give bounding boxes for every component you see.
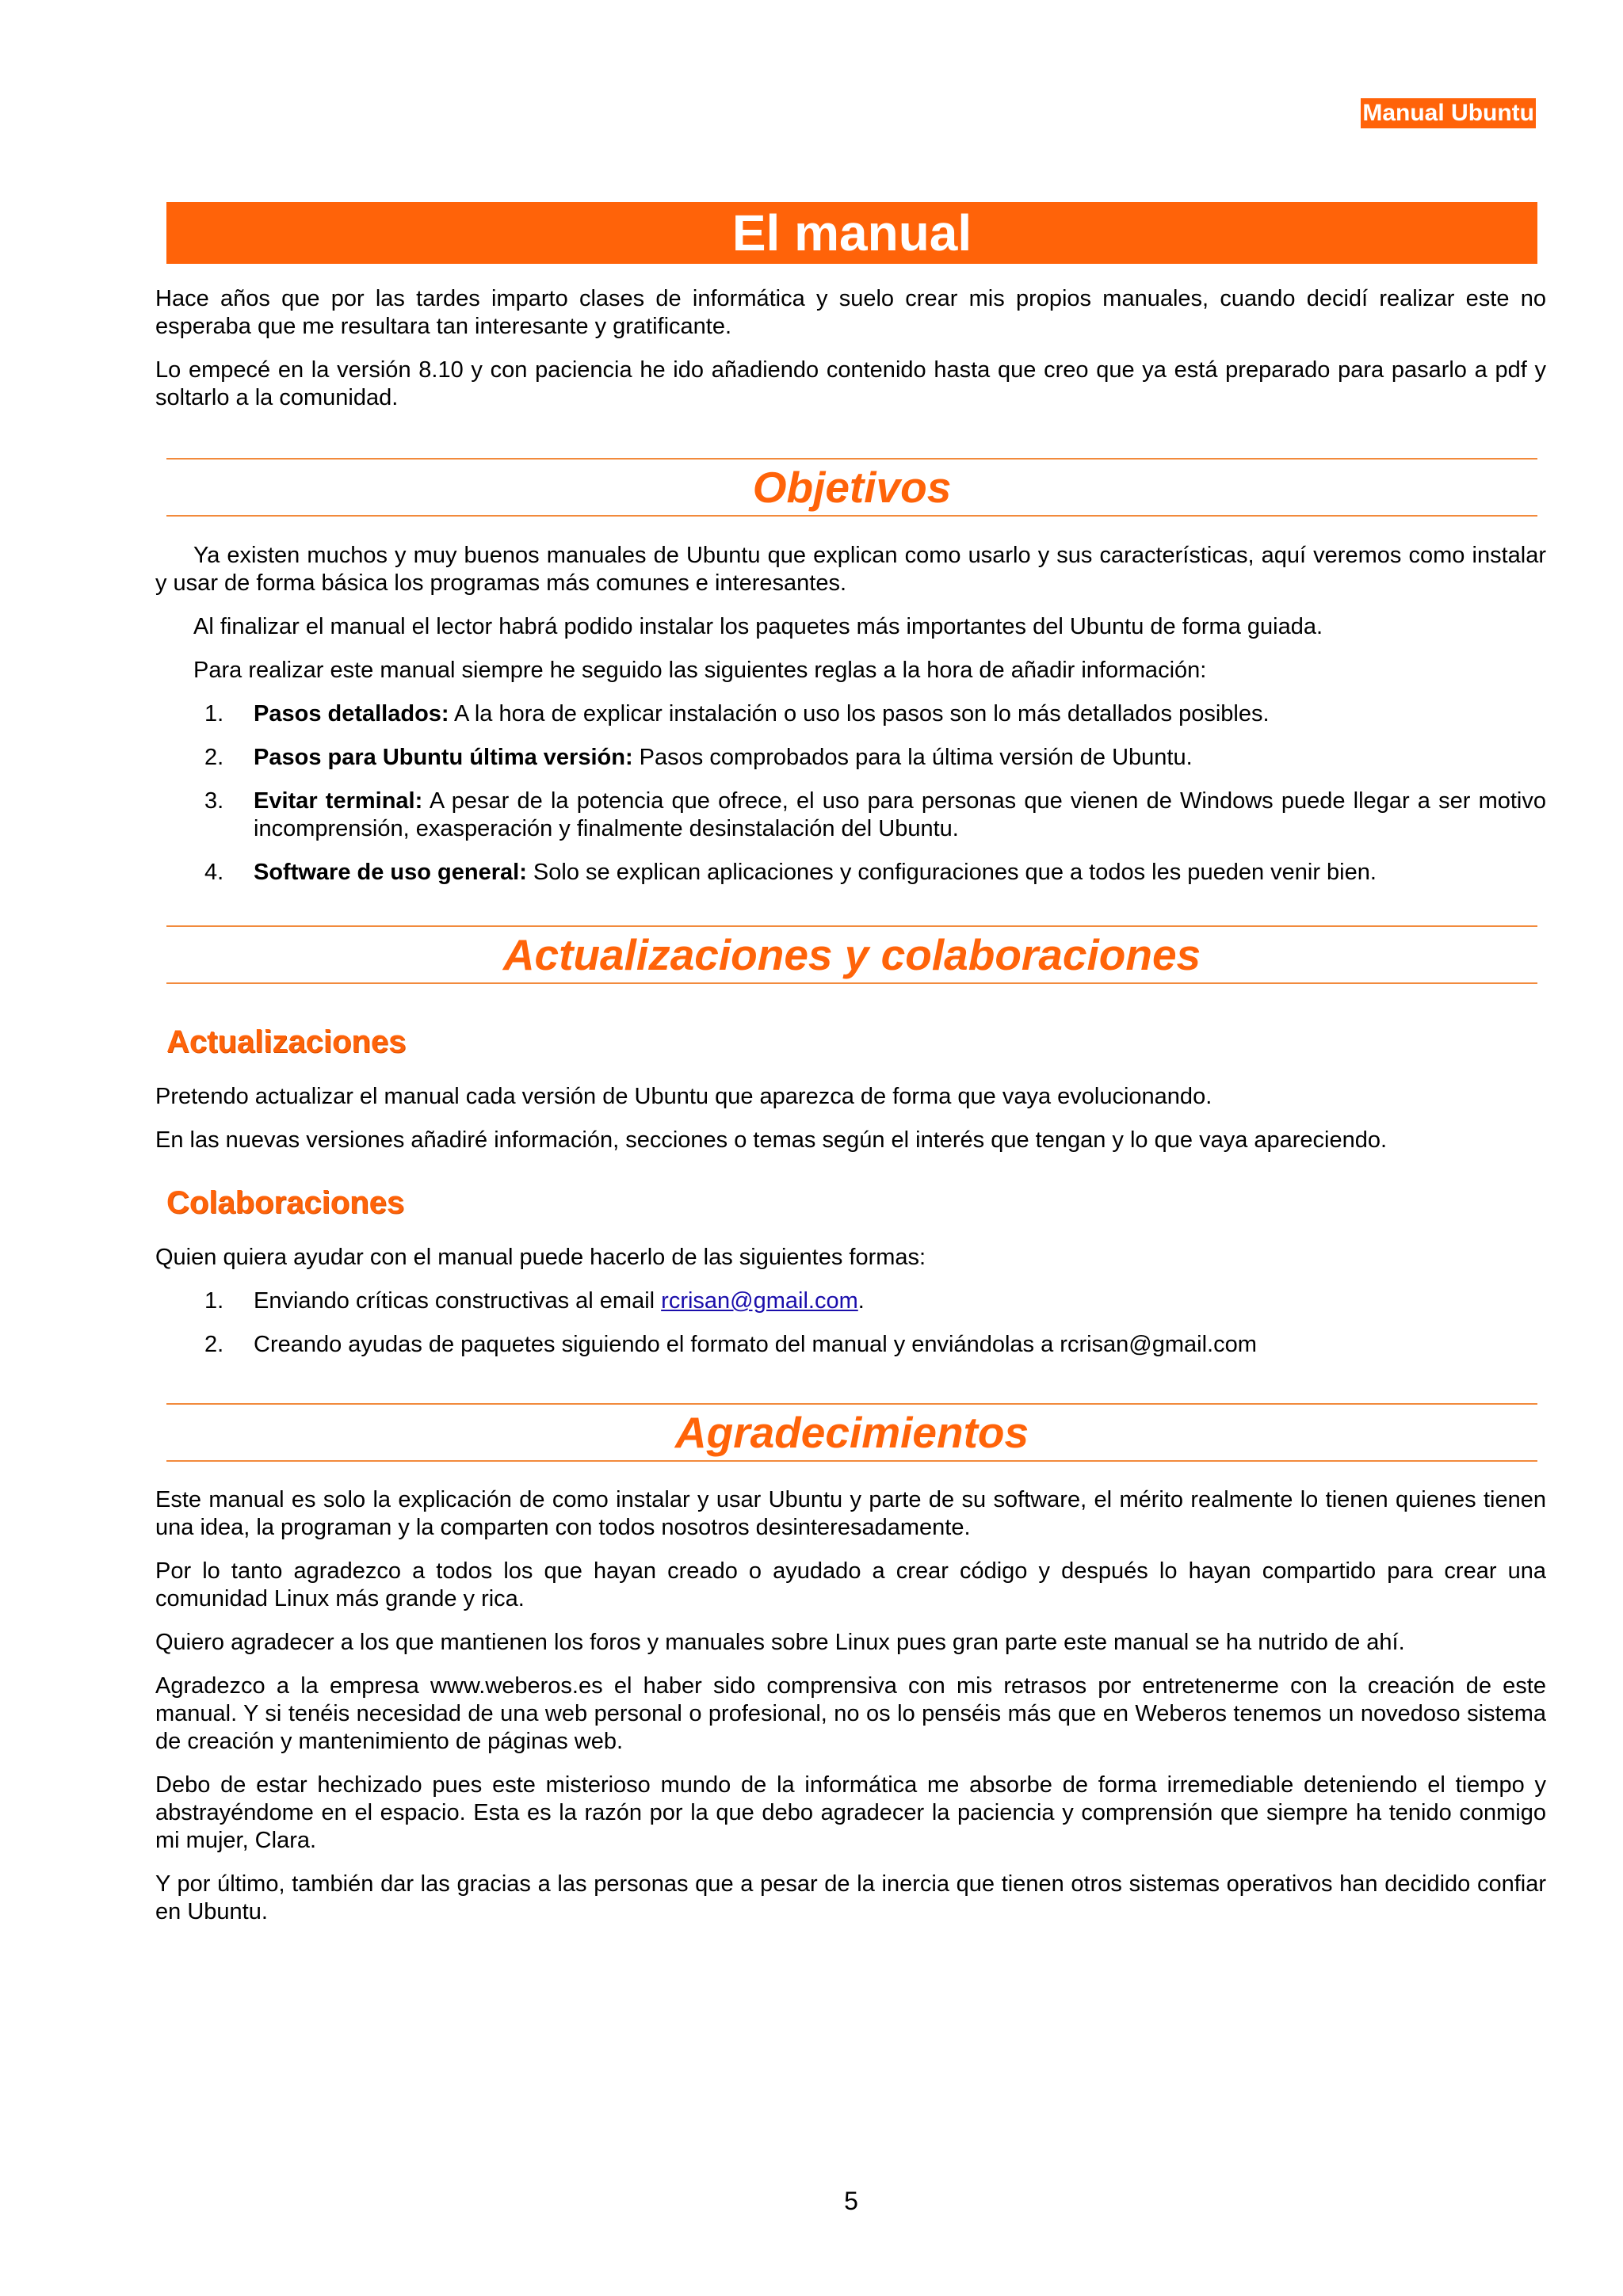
chapter-title: El manual: [166, 202, 1537, 264]
section-title-objetivos: Objetivos: [166, 458, 1537, 517]
list-item: [155, 700, 1546, 728]
rule-term: Evitar terminal:: [254, 788, 423, 814]
page-number: 5: [844, 2187, 858, 2215]
rule-text: A pesar de la potencia que ofrece, el uso para personas que vienen de Windows puede llegar a ser motivo incomprensión, exasperación y finalmente desinstalación del Ubuntu.: [254, 788, 1546, 841]
item-text: Creando ayudas de paquetes siguiendo el formato del manual y enviándolas a rcrisan@gmail.com: [254, 1332, 1257, 1357]
section-title-actualizaciones: Actualizaciones y colaboraciones: [166, 925, 1537, 984]
intro-section: [155, 285, 1546, 428]
subheading-colaboraciones: Colaboraciones: [166, 1185, 405, 1220]
intro-paragraph-1: Hace años que por las tardes imparto clases de informática y suelo crear mis propios manuales, cuando decidí realizar este no esperaba que me resultara tan interesante y gratificante.: [155, 286, 1546, 339]
list-item: [155, 1287, 1546, 1315]
subheading-actualizaciones: Actualizaciones: [166, 1024, 407, 1059]
objetivos-paragraph-1: Ya existen muchos y muy buenos manuales de Ubuntu que explican como usarlo y sus características, aquí veremos como instalar y usar de forma básica los programas más comunes e interesantes.: [155, 543, 1546, 596]
agradecimientos-paragraph-4: Agradezco a la empresa www.weberos.es el haber sido comprensiva con mis retrasos por entretenerme con la creación de este manual. Y si tenéis necesidad de una web personal o profesional, no os lo penséis más que en Weberos tenemos un novedoso sistema de creación y mantenimiento de páginas web.: [155, 1673, 1546, 1754]
list-item: [155, 744, 1546, 772]
rule-text: A la hora de explicar instalación o uso los pasos son lo más detallados posibles.: [449, 701, 1270, 727]
colaboraciones-paragraph: Quien quiera ayudar con el manual puede hacerlo de las siguientes formas:: [155, 1245, 926, 1270]
actualizaciones-paragraph-1: Pretendo actualizar el manual cada versión de Ubuntu que aparezca de forma que vaya evolucionando.: [155, 1084, 1212, 1109]
list-number: 4.: [204, 860, 224, 885]
collaboration-list: [155, 1287, 1546, 1359]
list-item: [155, 859, 1546, 887]
list-number: 1.: [204, 1288, 224, 1314]
actualizaciones-paragraph-2: En las nuevas versiones añadiré información, secciones o temas según el interés que tengan y lo que vaya apareciendo.: [155, 1127, 1388, 1153]
agradecimientos-paragraph-6: Y por último, también dar las gracias a las personas que a pesar de la inercia que tienen otros sistemas operativos han decidido confiar en Ubuntu.: [155, 1871, 1546, 1924]
list-number: 2.: [204, 1332, 224, 1357]
item-text-end: .: [857, 1288, 865, 1314]
agradecimientos-paragraph-1: Este manual es solo la explicación de como instalar y usar Ubuntu y parte de su software, el mérito realmente lo tienen quienes tienen una idea, la programan y la comparten con todos nosotros desinteresadamente.: [155, 1487, 1546, 1540]
section-title-agradecimientos: Agradecimientos: [166, 1403, 1537, 1462]
list-number: 1.: [204, 701, 224, 727]
rule-term: Software de uso general:: [254, 860, 527, 885]
rule-term: Pasos detallados:: [254, 701, 449, 727]
rule-term: Pasos para Ubuntu última versión:: [254, 745, 633, 770]
list-number: 2.: [204, 745, 224, 770]
rules-list: [155, 700, 1546, 887]
list-number: 3.: [204, 788, 224, 814]
actualizaciones-section: [155, 1083, 1546, 1170]
objetivos-section: [155, 542, 1546, 902]
item-text: Enviando críticas constructivas al email: [254, 1288, 662, 1314]
list-item: [155, 788, 1546, 843]
list-item: [155, 1331, 1546, 1359]
running-header: Manual Ubuntu: [1361, 98, 1536, 128]
agradecimientos-paragraph-5: Debo de estar hechizado pues este misterioso mundo de la informática me absorbe de forma irremediable deteniendo el tiempo y abstrayéndome en el espacio. Esta es la razón por la que debo agradecer la paciencia y comprensión que siempre ha tenido conmigo mi mujer, Clara.: [155, 1772, 1546, 1853]
rule-text: Solo se explican aplicaciones y configuraciones que a todos les pueden venir bien.: [526, 860, 1377, 885]
rule-text: Pasos comprobados para la última versión de Ubuntu.: [632, 745, 1193, 770]
agradecimientos-paragraph-2: Por lo tanto agradezco a todos los que hayan creado o ayudado a crear código y después lo hayan compartido para crear una comunidad Linux más grande y rica.: [155, 1558, 1546, 1611]
objetivos-paragraph-2: Al finalizar el manual el lector habrá podido instalar los paquetes más importantes del Ubuntu de forma guiada.: [193, 614, 1323, 639]
intro-paragraph-2: Lo empecé en la versión 8.10 y con paciencia he ido añadiendo contenido hasta que creo que ya está preparado para pasarlo a pdf y soltarlo a la comunidad.: [155, 357, 1546, 410]
objetivos-paragraph-3: Para realizar este manual siempre he seguido las siguientes reglas a la hora de añadir información:: [193, 658, 1207, 683]
email-link[interactable]: rcrisan@gmail.com: [661, 1288, 858, 1314]
colaboraciones-section: [155, 1244, 1546, 1375]
agradecimientos-paragraph-3: Quiero agradecer a los que mantienen los foros y manuales sobre Linux pues gran parte este manual se ha nutrido de ahí.: [155, 1630, 1405, 1655]
agradecimientos-section: [155, 1486, 1546, 1942]
